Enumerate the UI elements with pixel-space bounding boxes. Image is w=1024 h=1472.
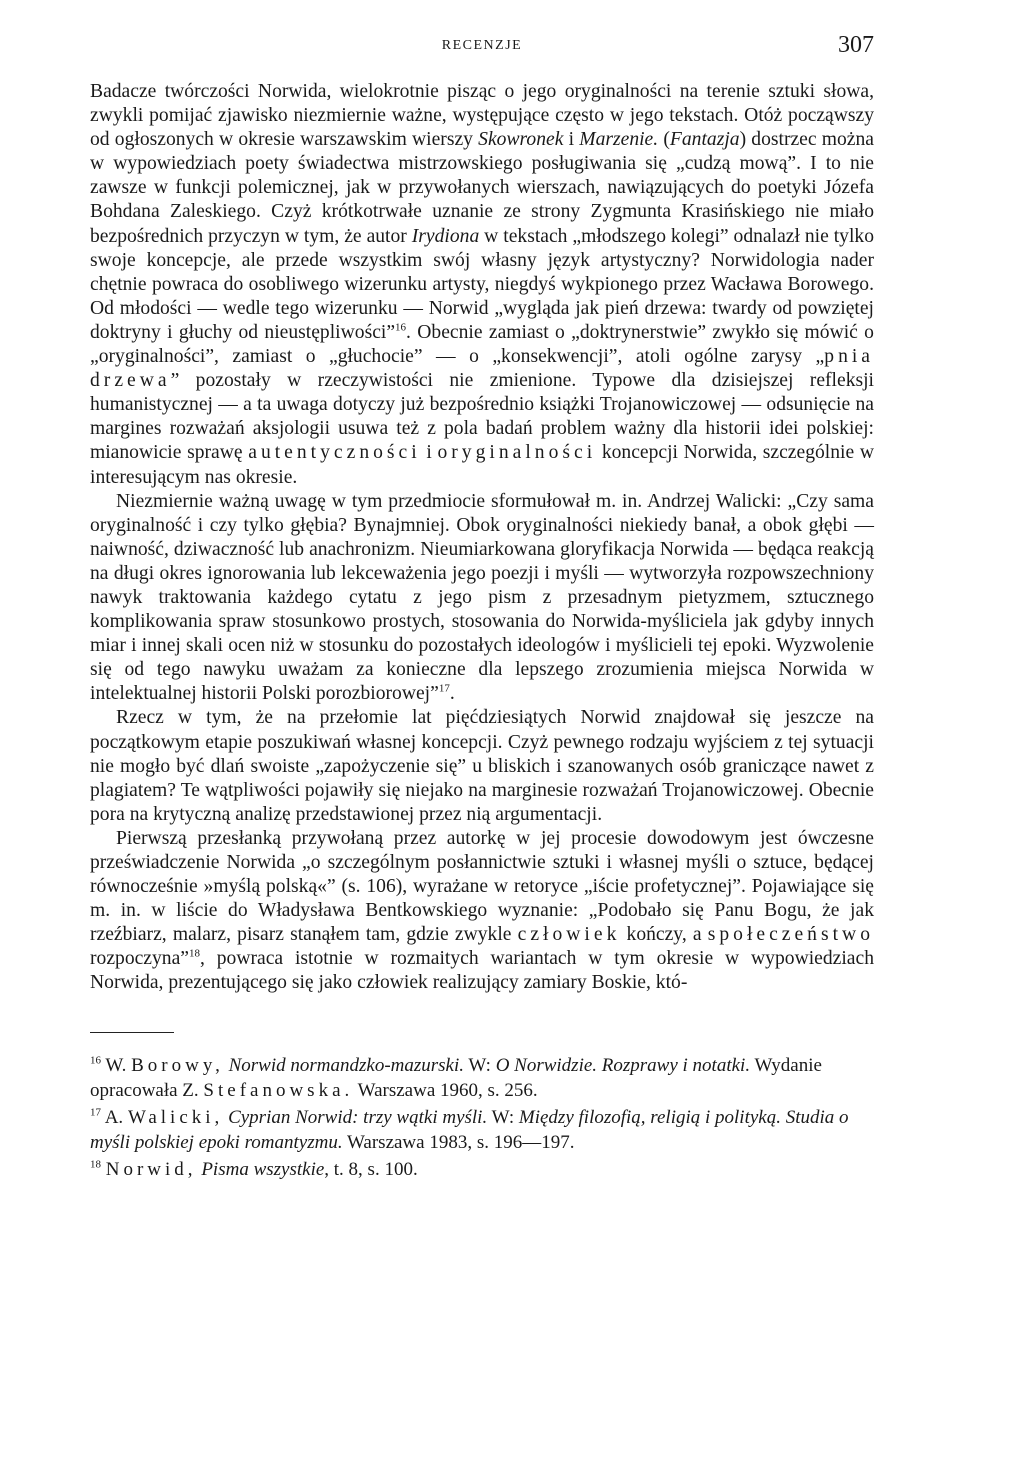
text-run: ” pozostały w rzeczywistości nie zmienione. Typowe dla dzisiejszej refleksji humanistycznej — a ta uwaga dotyczy już bezpośrednio książki Trojanowiczowej — odsunięcie na margines rozważań aksjologii usuwa też z pola badań problem ważny dla historii idei polskiej: mianowicie sprawę <box>90 370 874 464</box>
paragraph <box>90 80 874 490</box>
body-text <box>90 80 874 996</box>
text-run: , powraca istotnie w rozmaitych wariantach w tym okresie w wypowiedziach Norwida, prezentującego się jako człowiek realizujący zamiary Boskie, któ- <box>90 948 874 994</box>
text-run: . <box>449 683 455 705</box>
text-run: koncepcji Norwida, szczególnie w interesującym nas okresie. <box>90 442 874 488</box>
italic-text: Pisma wszystkie <box>201 1158 325 1180</box>
text-run: Rzecz w tym, że na przełomie lat pięćdziesiątych Norwid znajdował się jeszcze na początkowym etapie poszukiwań własnej koncepcji. Czyż pewnego rodzaju wyjściem z tej sytuacji nie mogło być dlań swoiste „zapożyczenie się” u bliskich i szanowanych osób graniczące nawet z plagiatem? Te wątpliwości pojawiły się niejako na marginesie rozważań Trojanowiczowej. Obecnie pora na krytyczną analizę przedstawionej przez nią argumentacji. <box>90 707 874 825</box>
text-run: i <box>420 442 438 464</box>
text-run: Pierwszą przesłanką przywołaną przez autorkę w jej procesie dowodowym jest ówczesne przeświadczenie Norwida „o szczególnym posłannictwie sztuki i własnej myśli o sztuce, będącej równocześnie »myślą polską«” (s. 106), wyrażane w retoryce „iście profetycznej”. Pojawiające się m. in. w liście do Władysława Bentkowskiego wyznanie: „Podobało się Panu Bogu, że jak rzeźbiarz, malarz, pisarz stanąłem tam, gdzie zwykle <box>90 827 874 946</box>
footnote-ref: 16 <box>395 321 407 334</box>
text-run: ) dostrzec można w wypowiedziach poety świadectwa mistrzowskiego posługiwania się „cudzą mową”. I to nie zawsze w funkcji polemicznej, jak w przywołanych wierszach, nawiązujących do poetyki Józefa Bohdana Zaleskiego. Czyż krótkotrwałe uznanie ze strony Zygmunta Krasińskiego nie miało bezpośrednich przyczyn w tym, że autor <box>90 129 874 247</box>
italic-text: Skowronek <box>478 129 564 151</box>
text-run: rozpoczyna” <box>90 948 189 970</box>
text-run: w tekstach „młodszego kolegi” odnalazł nie tylko swoje koncepcje, ale przede wszystkim swój własny język artystyczny? Norwidologia nader chętnie powraca do osobliwego wizerunku artysty, niegdyś wykpionego przez Wacława Borowego. Od młodości — wedle tego wizerunku — Norwid „wygląda jak pień drzewa: twardy od powziętej doktryny i głuchy od nieustępliwości” <box>90 225 874 343</box>
running-title: RECENZJE <box>441 38 523 53</box>
text-run: , t. 8, s. 100. <box>324 1158 418 1180</box>
text-run: W. <box>101 1054 132 1076</box>
italic-text: Norwid normandzko-mazurski. <box>228 1054 465 1076</box>
footnotes <box>90 1053 874 1182</box>
text-run: W: <box>464 1054 496 1076</box>
footnote-separator <box>90 1032 174 1033</box>
paragraph <box>90 706 874 826</box>
page-header <box>90 32 874 62</box>
paragraph <box>90 827 874 996</box>
text-run: i <box>563 129 580 151</box>
spaced-text: społeczeństwo <box>707 924 874 946</box>
text-run: . Obecnie zamiast o „doktrynerstwie” zwykło się mówić o „oryginalności”, zamiast o „głuchocie” — o „konsekwencji”, atoli ogólne zarysy „ <box>90 321 874 368</box>
text-run: A. <box>101 1106 128 1128</box>
footnote-ref: 18 <box>189 947 200 960</box>
spaced-text: człowiek <box>517 924 621 946</box>
page-number: 307 <box>838 32 874 58</box>
footnote-ref: 17 <box>90 1106 101 1119</box>
spaced-text: autentyczności <box>248 442 421 464</box>
italic-text: Fantazja <box>669 129 740 151</box>
text-run: ( <box>658 129 670 151</box>
spaced-text: pnia drzewa <box>90 346 874 392</box>
footnote <box>90 1053 874 1103</box>
text-run: Warszawa 1983, s. 196—197. <box>342 1131 575 1153</box>
spaced-text: Stefanowska. <box>203 1079 354 1101</box>
italic-text: Irydiona <box>411 225 480 247</box>
footnote <box>90 1157 874 1182</box>
spaced-text: oryginalności <box>437 442 597 464</box>
footnote-ref: 17 <box>438 682 450 695</box>
text-run: Niezmiernie ważną uwagę w tym przedmiocie sformułował m. in. Andrzej Walicki: „Czy sama oryginalność i czy tylko głębia? Bynajmniej. Obok oryginalności niekiedy banał, a obok głębi — naiwność, dziwaczność lub anachronizm. Nieumiarkowana gloryfikacja Norwida — będąca reakcją na długi okres ignorowania lub lekceważenia jego poezji i myśli — wytworzyła rozpowszechniony nawyk traktowania każdego cytatu z jego pism z przesadnym pietyzmem, sztucznego komplikowania spraw stosunkowo prostych, stosowania do Norwida-myśliciela jak gdyby innych miar i innej skali ocen niż w stosunku do pozostałych ideologów i myślicieli tej epoki. Wyzwolenie się od tego nawyku uważam za konieczne dla lepszego zrozumienia miejsca Norwida w intelektualnej historii Polski porozbiorowej” <box>90 490 874 705</box>
italic-text: O Norwidzie. Rozprawy i notatki. <box>495 1054 751 1076</box>
footnote <box>90 1105 874 1155</box>
paragraph <box>90 490 874 707</box>
spaced-text: Walicki, <box>127 1106 224 1128</box>
text-run: Wydanie opracowała Z. <box>90 1054 822 1101</box>
text-run: W: <box>487 1106 519 1128</box>
italic-text: Między filozofią, religią i polityką. Studia o myśli polskiej epoki romantyzmu. <box>90 1106 849 1153</box>
document-page <box>90 32 874 1184</box>
spaced-text: Borowy, <box>131 1054 224 1076</box>
italic-text: Marzenie. <box>579 129 659 151</box>
text-run: Badacze twórczości Norwida, wielokrotnie pisząc o jego oryginalności na terenie sztuki słowa, zwykli pomijać zjawisko niezmiernie ważne, występujące często w jego tekstach. Otóż począwszy od ogłoszonych w okresie warszawskim wierszy <box>90 81 874 151</box>
italic-text: Cyprian Norwid: trzy wątki myśli. <box>228 1106 488 1128</box>
footnote-ref: 18 <box>90 1158 101 1171</box>
spaced-text: Norwid, <box>105 1158 197 1180</box>
footnote-ref: 16 <box>90 1054 101 1067</box>
text-run: kończy, a <box>620 924 708 946</box>
text-run: Warszawa 1960, s. 256. <box>353 1079 538 1101</box>
